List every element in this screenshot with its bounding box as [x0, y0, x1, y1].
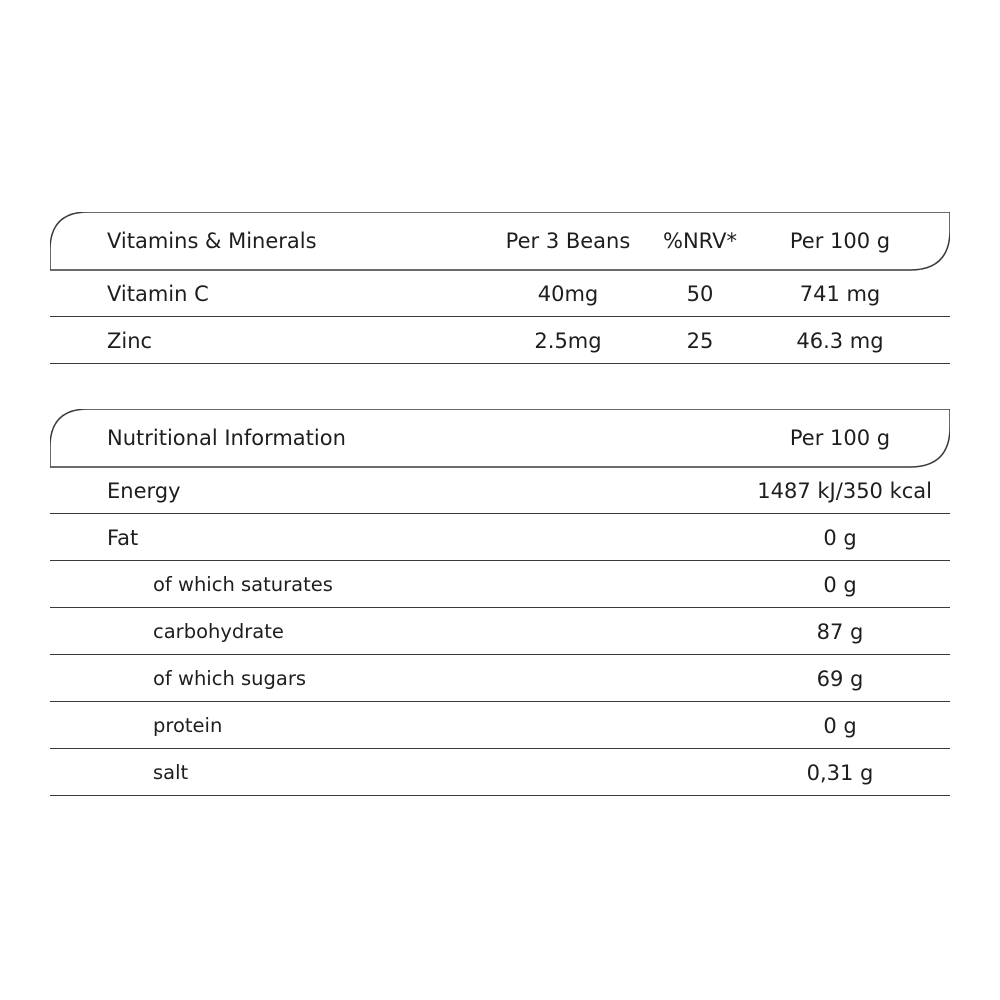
- row-name: of which saturates: [153, 573, 333, 596]
- nutrition-table: [50, 409, 950, 796]
- row-value: 0 g: [823, 526, 857, 550]
- row-name: of which sugars: [153, 667, 307, 690]
- table-row: [50, 608, 950, 655]
- row-per-100g: 741 mg: [799, 282, 881, 306]
- row-value: 0 g: [823, 714, 857, 738]
- row-nrv: 25: [686, 329, 714, 353]
- row-per-3-beans: 2.5mg: [534, 329, 602, 353]
- header-nutritional-information: Nutritional Information: [107, 426, 346, 450]
- table-row: [50, 270, 950, 317]
- row-value: 1487 kJ/350 kcal: [757, 479, 932, 503]
- row-nrv: 50: [686, 282, 714, 306]
- row-name: Zinc: [107, 329, 153, 353]
- header-nrv: %NRV*: [663, 229, 737, 253]
- row-name: Energy: [107, 479, 181, 503]
- table-row: [50, 317, 950, 364]
- table-row: [50, 561, 950, 608]
- table-row: [50, 749, 950, 796]
- vitamins-table-header: [50, 212, 950, 270]
- row-name: protein: [153, 714, 223, 737]
- row-value: 0 g: [823, 573, 857, 597]
- table-row: [50, 514, 950, 561]
- table-row: [50, 702, 950, 749]
- row-per-3-beans: 40mg: [537, 282, 599, 306]
- table-row: [50, 655, 950, 702]
- row-name: carbohydrate: [153, 620, 284, 643]
- header-per-100g: Per 100 g: [789, 426, 891, 450]
- header-per-100g: Per 100 g: [789, 229, 891, 253]
- row-name: Vitamin C: [107, 282, 209, 306]
- row-name: salt: [153, 761, 189, 784]
- table-row: [50, 467, 950, 514]
- row-value: 0,31 g: [806, 761, 874, 785]
- row-per-100g: 46.3 mg: [796, 329, 884, 353]
- row-value: 69 g: [816, 667, 864, 691]
- header-per-3-beans: Per 3 Beans: [505, 229, 631, 253]
- nutrition-table-header: [50, 409, 950, 467]
- vitamins-minerals-table: [50, 212, 950, 364]
- header-vitamins-minerals: Vitamins & Minerals: [107, 229, 317, 253]
- row-name: Fat: [107, 526, 139, 550]
- row-value: 87 g: [816, 620, 864, 644]
